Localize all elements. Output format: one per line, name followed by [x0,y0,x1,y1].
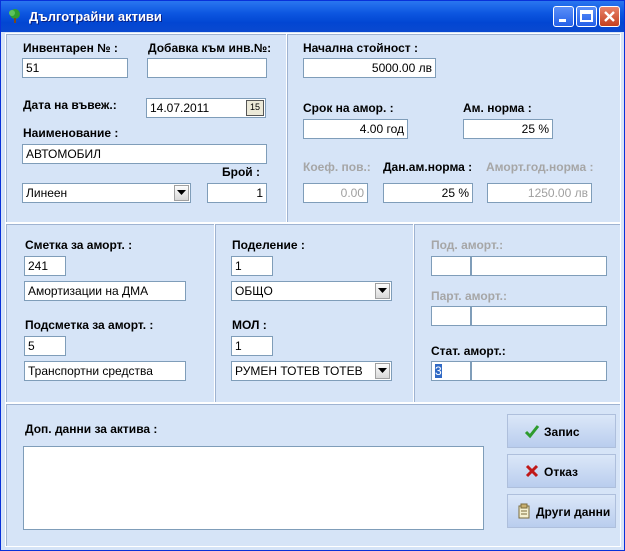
minimize-icon [554,7,573,26]
stat-amort-code-input[interactable] [431,361,471,381]
notes-label: Доп. данни за актива : [25,422,158,436]
tax-rate-input[interactable]: 25 % [383,183,473,203]
term-input[interactable]: 4.00 год [303,119,408,139]
cancel-label: Отказ [544,465,579,479]
close-button[interactable] [599,6,620,27]
clipboard-icon [516,503,532,519]
sub-amort-code-input[interactable] [431,256,471,276]
coef-label: Коеф. пов.: [303,160,371,174]
rate-label: Ам. норма : [463,101,532,115]
division-value: ОБЩО [235,284,273,298]
rate-input[interactable]: 25 % [463,119,553,139]
division-select[interactable] [231,281,392,301]
chevron-down-icon[interactable] [375,363,390,379]
suffix-label: Добавка към инв.№: [148,41,272,55]
other-data-button[interactable] [507,494,616,528]
cancel-button[interactable] [507,454,616,488]
subaccount-name-field[interactable]: Транспортни средства [24,361,186,381]
account-code-input[interactable]: 241 [24,256,66,276]
annual-rate-label: Аморт.год.норма : [486,160,594,174]
maximize-button[interactable] [576,6,597,27]
inventory-input[interactable]: 51 [22,58,128,78]
app-tree-icon [7,8,23,24]
count-label: Брой : [222,165,260,179]
close-icon [600,7,619,26]
tax-rate-label: Дан.ам.норма : [383,160,473,174]
suffix-input[interactable] [147,58,267,78]
division-code-input[interactable]: 1 [231,256,273,276]
count-input[interactable]: 1 [207,183,267,203]
account-name-field[interactable]: Амортизации на ДМА [24,281,186,301]
save-label: Запис [544,425,580,439]
chevron-down-icon[interactable] [174,185,189,201]
mol-code-input[interactable]: 1 [231,336,273,356]
subaccount-code-input[interactable]: 5 [24,336,66,356]
name-label: Наименование : [23,126,119,140]
method-select[interactable] [22,183,191,203]
part-amort-name-field[interactable] [471,306,607,326]
start-value-label: Начална стойност : [303,41,418,55]
stat-amort-label: Стат. аморт.: [431,344,506,358]
account-label: Сметка за аморт. : [25,238,133,252]
date-value: 14.07.2011 [150,101,210,115]
notes-textarea[interactable] [23,446,484,530]
part-amort-code-input[interactable] [431,306,471,326]
calendar-icon[interactable]: 15 [246,100,264,116]
checkmark-icon [524,423,540,439]
maximize-icon [577,7,596,26]
method-value: Линеен [26,186,68,200]
chevron-down-icon[interactable] [375,283,390,299]
name-input[interactable]: АВТОМОБИЛ [22,144,267,164]
date-label: Дата на въвеж.: [23,98,117,112]
start-value-input[interactable]: 5000.00 лв [303,58,436,78]
mol-value: РУМЕН ТОТЕВ ТОТЕВ [235,364,363,378]
save-button[interactable] [507,414,616,448]
window-title: Дълготрайни активи [29,9,162,24]
stat-amort-code-value: 3 [435,364,442,378]
title-bar[interactable] [1,1,624,32]
subaccount-label: Подсметка за аморт. : [25,318,154,332]
inventory-label: Инвентарен № : [23,41,118,55]
other-data-label: Други данни [536,505,611,519]
stat-amort-name-field[interactable] [471,361,607,381]
minimize-button[interactable] [553,6,574,27]
division-label: Поделение : [232,238,305,252]
part-amort-label: Парт. аморт.: [431,289,508,303]
sub-amort-label: Под. аморт.: [431,238,504,252]
coef-input: 0.00 [303,183,368,203]
date-input[interactable] [146,98,266,118]
mol-select[interactable] [231,361,392,381]
term-label: Срок на амор. : [303,101,394,115]
sub-amort-name-field[interactable] [471,256,607,276]
annual-rate-input: 1250.00 лв [487,183,592,203]
mol-label: МОЛ : [232,318,267,332]
cross-icon [524,463,540,479]
